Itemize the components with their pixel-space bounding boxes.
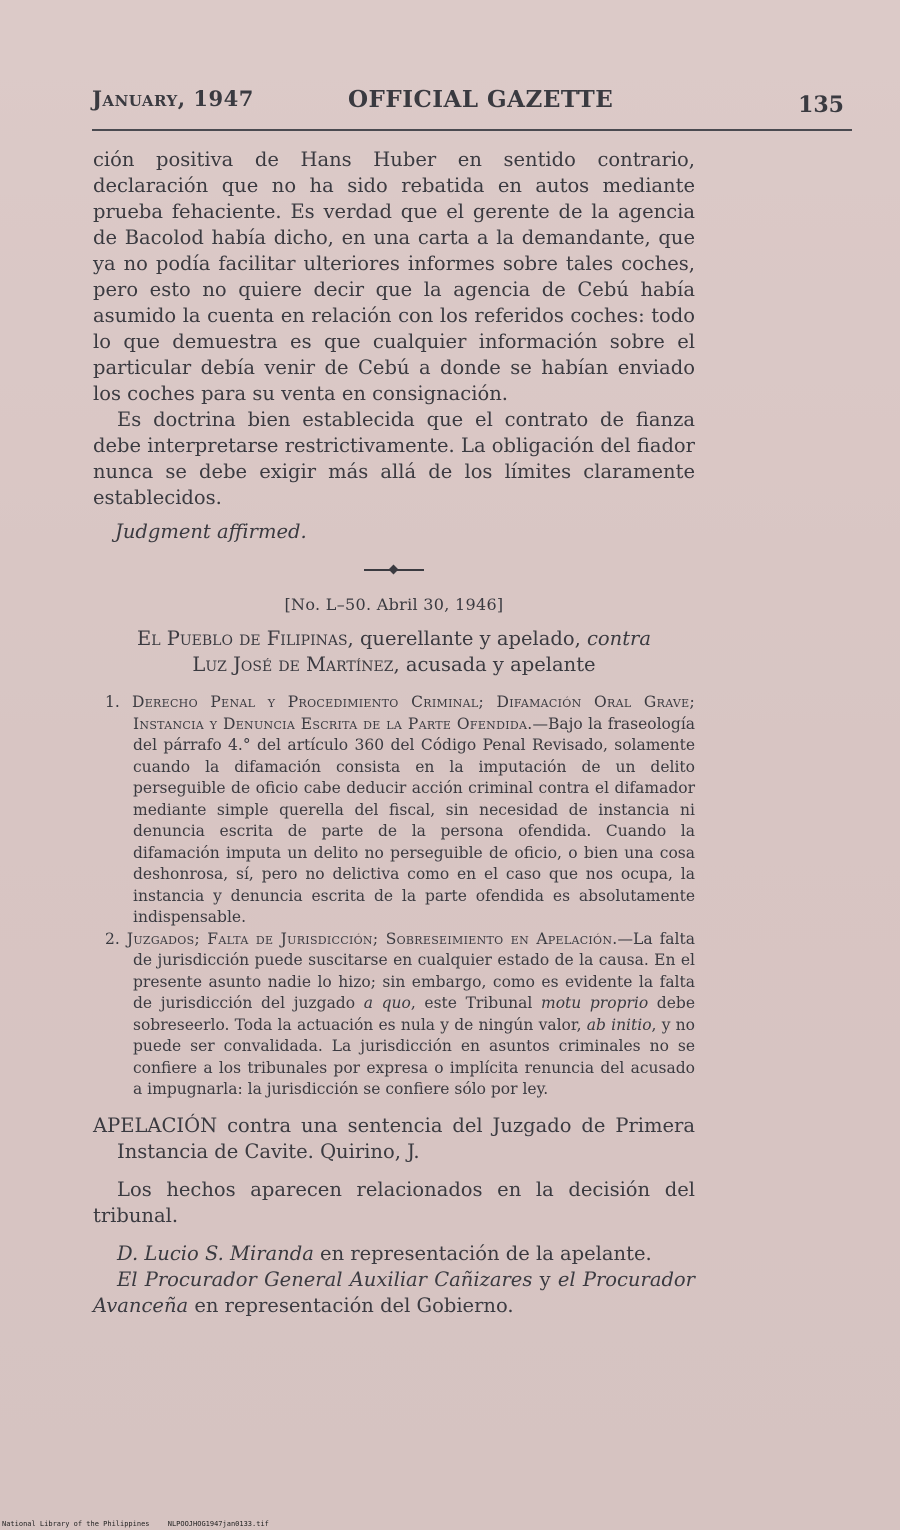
syllabus-number: 1.	[105, 693, 120, 711]
section-divider-ornament	[364, 565, 424, 575]
latin-term: ab initio	[586, 1015, 652, 1034]
party-defendant-role: acusada y apelante	[405, 653, 596, 676]
running-header	[92, 86, 852, 122]
footer-library: National Library of the Philippines	[2, 1520, 150, 1528]
appeal-text: contra una sentencia del Juzgado de Primera Instancia de Cavite. Quirino, J.	[117, 1113, 695, 1163]
counsel-section	[93, 1241, 695, 1319]
syllabus-text: —La falta de jurisdicción puede suscitarse en cualquier estado de la causa. En el presente asunto nadie lo hizo; sin embargo, como es evidente la falta de jurisdicción del juzgado	[133, 929, 695, 1012]
syllabus-item	[93, 692, 695, 929]
page-body	[93, 147, 695, 1319]
syllabus-number: 2.	[105, 929, 120, 948]
footer-file: NLPOOJHOG1947jan0133.tif	[167, 1520, 269, 1528]
syllabus-text: , y no puede ser convalidada. La jurisdicción en asuntos criminales no se confiere a los tribunales por expresa o implícita renuncia del acusado a impugnarla: la jurisdicción se confiere sólo por ley.	[133, 1015, 695, 1098]
latin-term: motu proprio	[541, 994, 649, 1012]
judgment-line: Judgment affirmed.	[115, 520, 307, 543]
header-rule	[92, 129, 852, 131]
counsel-name: El Procurador General Auxiliar Cañizares	[117, 1267, 533, 1291]
syllabus-heading: Juzgados; Falta de Jurisdicción; Sobreseimiento en Apelación.	[126, 929, 618, 948]
counsel-government	[93, 1267, 695, 1319]
party-plaintiff: El Pueblo de Filipinas,	[136, 627, 354, 650]
counsel-role: en representación del Gobierno.	[188, 1293, 514, 1317]
latin-term: a quo	[363, 994, 411, 1012]
header-title: OFFICIAL GAZETTE	[348, 86, 614, 113]
party-plaintiff-role: querellante y apelado,	[359, 627, 581, 650]
scan-footer	[2, 1520, 283, 1528]
syllabus-text: —Bajo la fraseología del párrafo 4.° del artículo 360 del Código Penal Revisado, solamente cuando la difamación consista en la imputación de un delito perseguible de oficio cabe deducir acción criminal contra el difamador mediante simple querella del fiscal, sin necesidad de instancia ni denuncia escrita de parte de la persona ofendida. Cuando la difamación imputa un delito no perseguible de oficio, o bien una cosa deshonrosa, sí, pero no delictiva como en el caso que nos ocupa, la instancia y denuncia escrita de la parte ofendida es absolutamente indispensable.	[133, 714, 696, 926]
appeal-lead: APELACIÓN	[93, 1113, 218, 1137]
party-defendant: Luz José de Martínez,	[192, 653, 400, 676]
counsel-name: el Procurador Avanceña	[93, 1267, 695, 1317]
header-date: January, 1947	[92, 86, 254, 111]
syllabus-text: debe sobreseerlo. Toda la actuación es nula y de ningún valor,	[133, 994, 696, 1034]
syllabus	[93, 692, 695, 1101]
contra-word: contra	[586, 627, 651, 650]
counsel-role: en representación de la apelante.	[313, 1241, 652, 1265]
page-number: 135	[798, 92, 844, 118]
syllabus-text: , este Tribunal	[410, 994, 541, 1012]
paragraph-continued: ción positiva de Hans Huber en sentido contrario, declaración que no ha sido rebatida en autos mediante prueba fehaciente. Es verdad que el gerente de la agencia de Bacolod había dicho, en una carta a la demandante, que ya no podía facilitar ulteriores informes sobre tales coches, pero esto no quiere decir que la agencia de Cebú había asumido la cuenta en relación con los referidos coches: todo lo que demuestra es que cualquier información sobre el particular debía venir de Cebú a donde se habían enviado los coches para su venta en consignación.	[93, 148, 695, 405]
counsel-appellant	[93, 1241, 695, 1267]
counsel-and: y	[532, 1267, 558, 1291]
counsel-name: D. Lucio S. Miranda	[117, 1241, 314, 1265]
paragraph-doctrine: Es doctrina bien establecida que el contrato de fianza debe interpretarse restrictivamente. La obligación del fiador nunca se debe exigir más allá de los límites claramente establecidos.	[93, 408, 695, 509]
syllabus-heading: Derecho Penal y Procedimiento Criminal; Difamación Oral Grave; Instancia y Denuncia Escrita de la Parte Ofendida.	[132, 693, 695, 733]
case-number: [No. L–50. Abril 30, 1946]	[284, 595, 504, 614]
facts-paragraph: Los hechos aparecen relacionados en la decisión del tribunal.	[93, 1177, 695, 1227]
diamond-icon	[389, 565, 399, 575]
case-parties	[93, 626, 695, 678]
syllabus-item	[93, 929, 695, 1101]
appeal-statement	[93, 1113, 695, 1165]
